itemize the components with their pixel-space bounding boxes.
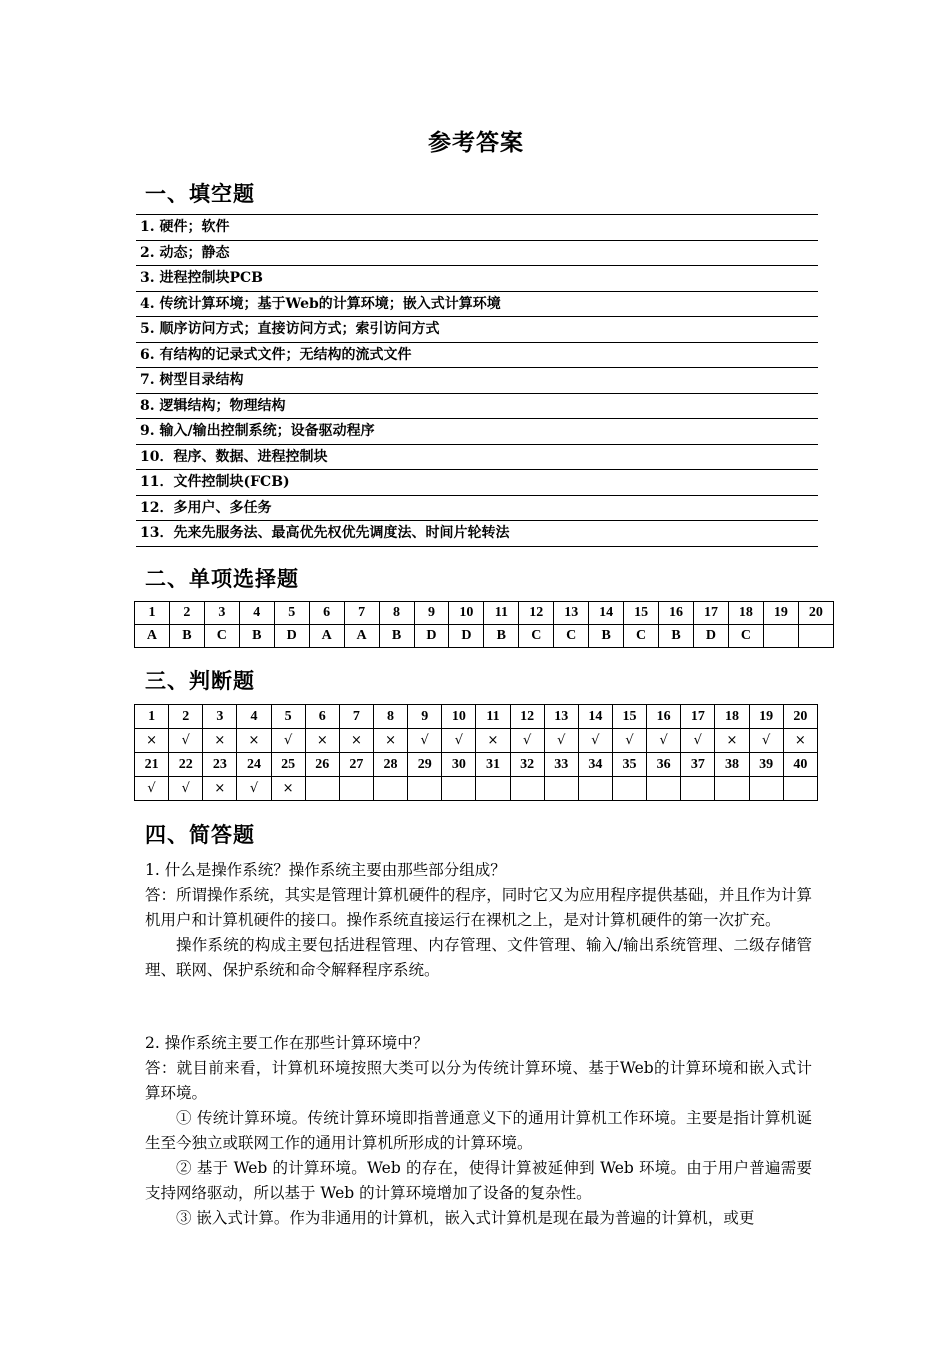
table-cell: 12 xyxy=(510,705,544,729)
table-cell xyxy=(749,777,783,801)
table-cell: D xyxy=(414,625,449,648)
table-cell: × xyxy=(476,729,510,753)
table-cell: B xyxy=(379,625,414,648)
table-cell: 37 xyxy=(681,753,715,777)
table-cell xyxy=(476,777,510,801)
choice-answer-table xyxy=(134,601,834,648)
table-cell xyxy=(408,777,442,801)
answer-paragraph: ① 传统计算环境。传统计算环境即指普通意义下的通用计算机工作环境。主要是指计算机诞生至今独立或联网工作的通用计算机所形成的计算环境。 xyxy=(145,1109,812,1152)
table-cell: 20 xyxy=(798,602,833,625)
table-cell: 33 xyxy=(544,753,578,777)
table-cell: × xyxy=(237,729,271,753)
answer-paragraph: 答：就目前来看，计算机环境按照大类可以分为传统计算环境、基于Web的计算环境和嵌入式计算环境。 xyxy=(145,1059,812,1102)
table-cell: A xyxy=(309,625,344,648)
table-cell: 28 xyxy=(373,753,407,777)
choice-answer-row xyxy=(135,625,834,648)
judge-answer-row xyxy=(135,729,818,753)
table-cell: D xyxy=(274,625,309,648)
table-cell: 29 xyxy=(408,753,442,777)
table-cell: 18 xyxy=(715,705,749,729)
table-cell: 3 xyxy=(204,602,239,625)
table-cell: 15 xyxy=(612,705,646,729)
table-cell: 24 xyxy=(237,753,271,777)
table-cell: 14 xyxy=(589,602,624,625)
table-cell: √ xyxy=(612,729,646,753)
answer-paragraph: ② 基于 Web 的计算环境。Web 的存在，使得计算被延伸到 Web 环境。由于用户普遍需要支持网络驱动，所以基于 Web 的计算环境增加了设备的复杂性。 xyxy=(145,1159,812,1202)
table-cell: 2 xyxy=(169,602,204,625)
table-cell: B xyxy=(659,625,694,648)
table-cell: 6 xyxy=(309,602,344,625)
table-cell: 35 xyxy=(612,753,646,777)
judge-number-row xyxy=(135,705,818,729)
table-cell: √ xyxy=(408,729,442,753)
fill-answer-row: 3. 进程控制块PCB xyxy=(136,266,818,292)
table-cell: 17 xyxy=(694,602,729,625)
table-cell: 14 xyxy=(578,705,612,729)
table-cell xyxy=(544,777,578,801)
question-text: 1. 什么是操作系统？操作系统主要由那些部分组成？ xyxy=(145,861,506,879)
table-cell: C xyxy=(204,625,239,648)
table-cell: 21 xyxy=(135,753,169,777)
table-cell: 4 xyxy=(237,705,271,729)
table-cell: C xyxy=(624,625,659,648)
section-heading-judge: 三、判断题 xyxy=(145,668,255,693)
table-cell xyxy=(373,777,407,801)
table-cell: × xyxy=(783,729,817,753)
table-cell: B xyxy=(589,625,624,648)
fill-answer-row: 1. 硬件；软件 xyxy=(136,215,818,241)
table-cell: 5 xyxy=(271,705,305,729)
section-heading-short: 四、简答题 xyxy=(145,822,255,847)
short-answer-2 xyxy=(145,1031,812,1231)
table-cell: 12 xyxy=(519,602,554,625)
section-heading-choice: 二、单项选择题 xyxy=(145,566,299,591)
table-cell: 27 xyxy=(339,753,373,777)
table-cell: 1 xyxy=(135,705,169,729)
table-cell: √ xyxy=(510,729,544,753)
table-cell: 9 xyxy=(414,602,449,625)
table-cell: √ xyxy=(237,777,271,801)
table-cell: 16 xyxy=(647,705,681,729)
fill-answer-row: 6. 有结构的记录式文件；无结构的流式文件 xyxy=(136,343,818,369)
table-cell: × xyxy=(203,777,237,801)
table-cell: × xyxy=(271,777,305,801)
table-cell xyxy=(305,777,339,801)
table-cell: √ xyxy=(442,729,476,753)
fill-answer-row: 4. 传统计算环境；基于Web的计算环境；嵌入式计算环境 xyxy=(136,292,818,318)
fill-answer-row: 8. 逻辑结构；物理结构 xyxy=(136,394,818,420)
fill-answer-row: 9. 输入/输出控制系统；设备驱动程序 xyxy=(136,419,818,445)
table-cell: D xyxy=(694,625,729,648)
table-cell: C xyxy=(554,625,589,648)
table-cell: 13 xyxy=(544,705,578,729)
table-cell: A xyxy=(135,625,170,648)
judge-answer-table xyxy=(134,704,818,801)
table-cell: √ xyxy=(271,729,305,753)
fill-answer-row: 7. 树型目录结构 xyxy=(136,368,818,394)
table-cell: √ xyxy=(749,729,783,753)
table-cell: 2 xyxy=(169,705,203,729)
fill-answer-row: 13．先来先服务法、最高优先权优先调度法、时间片轮转法 xyxy=(136,521,818,547)
table-cell: 11 xyxy=(484,602,519,625)
table-cell: 32 xyxy=(510,753,544,777)
table-cell: 11 xyxy=(476,705,510,729)
table-cell xyxy=(763,625,798,648)
table-cell: 23 xyxy=(203,753,237,777)
table-cell: 3 xyxy=(203,705,237,729)
table-cell: 20 xyxy=(783,705,817,729)
fill-answer-row: 11．文件控制块(FCB) xyxy=(136,470,818,496)
answer-paragraph: ③ 嵌入式计算。作为非通用的计算机，嵌入式计算机是现在最为普遍的计算机，或更 xyxy=(176,1209,755,1227)
table-cell: 30 xyxy=(442,753,476,777)
question-text: 2. 操作系统主要工作在那些计算环境中？ xyxy=(145,1034,429,1052)
judge-answer-row xyxy=(135,777,818,801)
fill-answer-row: 2. 动态；静态 xyxy=(136,241,818,267)
table-cell: 38 xyxy=(715,753,749,777)
fill-answer-row: 5. 顺序访问方式；直接访问方式；索引访问方式 xyxy=(136,317,818,343)
table-cell: × xyxy=(339,729,373,753)
table-cell: 17 xyxy=(681,705,715,729)
table-cell xyxy=(442,777,476,801)
table-cell: 8 xyxy=(379,602,414,625)
table-cell: D xyxy=(449,625,484,648)
table-cell: 8 xyxy=(373,705,407,729)
table-cell: √ xyxy=(544,729,578,753)
answer-paragraph: 答：所谓操作系统，其实是管理计算机硬件的程序，同时它又为应用程序提供基础，并且作为计算机用户和计算机硬件的接口。操作系统直接运行在裸机之上，是对计算机硬件的第一次扩充。 xyxy=(145,886,812,929)
table-cell: × xyxy=(305,729,339,753)
table-cell: × xyxy=(373,729,407,753)
table-cell: 5 xyxy=(274,602,309,625)
table-cell: × xyxy=(715,729,749,753)
table-cell: B xyxy=(239,625,274,648)
table-cell: 1 xyxy=(135,602,170,625)
choice-number-row xyxy=(135,602,834,625)
table-cell: √ xyxy=(135,777,169,801)
table-cell: 31 xyxy=(476,753,510,777)
table-cell: A xyxy=(344,625,379,648)
table-cell: B xyxy=(169,625,204,648)
table-cell xyxy=(647,777,681,801)
table-cell: × xyxy=(135,729,169,753)
table-cell: 7 xyxy=(339,705,373,729)
table-cell xyxy=(510,777,544,801)
table-cell: 4 xyxy=(239,602,274,625)
section-heading-fill: 一、填空题 xyxy=(145,181,255,206)
table-cell: 22 xyxy=(169,753,203,777)
table-cell: 25 xyxy=(271,753,305,777)
table-cell: C xyxy=(519,625,554,648)
table-cell: 15 xyxy=(624,602,659,625)
table-cell: 10 xyxy=(449,602,484,625)
table-cell xyxy=(681,777,715,801)
table-cell xyxy=(578,777,612,801)
table-cell: 34 xyxy=(578,753,612,777)
page-title: 参考答案 xyxy=(428,129,524,156)
table-cell: √ xyxy=(647,729,681,753)
table-cell: √ xyxy=(578,729,612,753)
answer-paragraph: 操作系统的构成主要包括进程管理、内存管理、文件管理、输入/输出系统管理、二级存储管理、联网、保护系统和命令解释程序系统。 xyxy=(145,936,812,979)
table-cell: × xyxy=(203,729,237,753)
table-cell: B xyxy=(484,625,519,648)
table-cell: √ xyxy=(169,729,203,753)
table-cell xyxy=(715,777,749,801)
table-cell: 19 xyxy=(749,705,783,729)
table-cell xyxy=(339,777,373,801)
table-cell: 16 xyxy=(659,602,694,625)
table-cell: 19 xyxy=(763,602,798,625)
fill-answer-row: 10．程序、数据、进程控制块 xyxy=(136,445,818,471)
table-cell: √ xyxy=(169,777,203,801)
table-cell: 36 xyxy=(647,753,681,777)
table-cell xyxy=(783,777,817,801)
table-cell xyxy=(612,777,646,801)
table-cell: 40 xyxy=(783,753,817,777)
table-cell xyxy=(798,625,833,648)
judge-number-row xyxy=(135,753,818,777)
table-cell: 6 xyxy=(305,705,339,729)
table-cell: 26 xyxy=(305,753,339,777)
table-cell: C xyxy=(728,625,763,648)
fill-answer-row: 12．多用户、多任务 xyxy=(136,496,818,522)
table-cell: 9 xyxy=(408,705,442,729)
table-cell: √ xyxy=(681,729,715,753)
short-answer-1 xyxy=(145,858,812,983)
table-cell: 18 xyxy=(728,602,763,625)
table-cell: 7 xyxy=(344,602,379,625)
fill-answer-list xyxy=(136,214,818,547)
table-cell: 13 xyxy=(554,602,589,625)
table-cell: 39 xyxy=(749,753,783,777)
table-cell: 10 xyxy=(442,705,476,729)
